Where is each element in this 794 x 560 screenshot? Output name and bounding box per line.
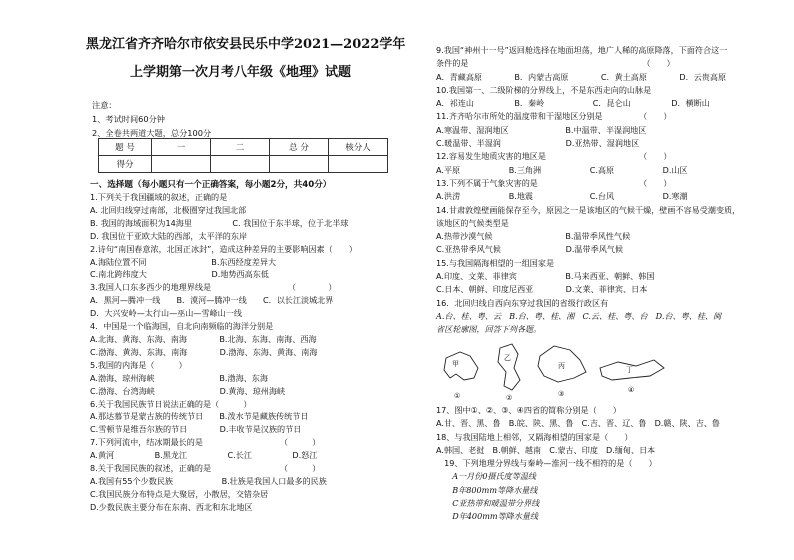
question-line: 10.我国第一、二级阶梯的分界线上，不是东西走向的山脉是 <box>436 84 652 95</box>
map-number-3: ③ <box>558 390 565 398</box>
map-label-yi: 乙 <box>504 354 511 362</box>
map-label-jia: 甲 <box>452 360 459 368</box>
question-line: C.渤海、黄海、东海、南海 D.渤海、东海、黄海、南海 <box>90 346 318 357</box>
exam-title-line2: 上学期第一次月考八年级《地理》试题 <box>130 65 352 80</box>
question-line: B. 我国的海域面积为14海里 C. 我国位于东半球，位于北半球 <box>90 217 349 228</box>
question-line: A一月份0摄氏度等温线 <box>436 471 537 482</box>
question-line: C.亚热带季风气候 D.温带季风气候 <box>436 244 623 255</box>
question-line: 15.与我国隔海相望的一组国家是 <box>436 257 555 268</box>
question-line: 1.下列关于我国疆域的叙述，正确的是 <box>90 192 228 202</box>
right-question-column <box>436 44 776 337</box>
question-line: C.我国民族分布特点是大聚居，小散居，交错杂居 <box>90 488 269 499</box>
score-entry-cell[interactable] <box>152 156 211 173</box>
score-entry-cell[interactable] <box>329 156 388 173</box>
question-line: A.洪涝 B.地震 C.台风 D.寒潮 <box>436 191 688 202</box>
question-line: C.雪顿节是维吾尔族的节日 D.丰收节是汉族的节日 <box>90 424 302 435</box>
question-16-note: 省区轮廓图，回答下列各题。 <box>436 324 542 335</box>
map-number-4: ④ <box>628 386 635 394</box>
question-line: A．祁连山 B．秦岭 C．昆仑山 D．横断山 <box>436 98 710 109</box>
map-label-ding: 丁 <box>626 366 633 374</box>
question-line: C.渤海、台湾海峡 D.黄海、琼州海峡 <box>90 385 286 396</box>
question-line: 6.关于我国民族节日说法正确的是（ ） <box>90 398 252 409</box>
score-table <box>98 138 388 173</box>
question-line: 16．北回归线自西向东穿过我国的省级行政区有 <box>436 297 609 308</box>
question-line: A．黑河—腾冲一线 B．漠河—腾冲一线 C．以长江淡城北界 <box>90 295 334 306</box>
question-line: 8.关于我国民族的叙述，正确的是 （ ） <box>90 463 321 474</box>
question-line: 9.我国“神州十一号”返回舱选择在地面坦荡，地广人稀的高原降落，下面符合这一 <box>436 45 728 55</box>
question-line: C.南北跨纬度大 D.地势西高东低 <box>90 269 269 280</box>
score-cell: 一 <box>152 139 211 156</box>
question-line: D.少数民族主要分布在东南、西北和东北地区 <box>90 501 253 512</box>
note-line: 1、考试时间60分钟 <box>92 114 165 124</box>
question-line: D年400mm等降水量线 <box>436 511 539 522</box>
note-line: 2、全卷共两道大题，总分100分 <box>92 128 212 138</box>
score-table-score-row <box>99 156 388 173</box>
question-line: A.黄河 B.黑龙江 C.长江 D.怒江 <box>90 450 318 461</box>
question-line: 18、与我国陆地上相邻，又隔海相望的国家是（ ） <box>436 431 633 442</box>
question-line: 17、图中①、②、③、④四省的简称分别是（ ） <box>436 405 622 415</box>
right-question-column-lower <box>436 404 776 524</box>
question-line: 该地区的气候类型是 <box>436 217 509 228</box>
question-line: A.寒温带、湿润地区 B.中温带、半湿润地区 <box>436 124 647 135</box>
question-line: 4．中国是一个临海国，自北向南频临的海洋分别是 <box>90 321 274 332</box>
question-line: A.我国有55个少数民族 B.壮族是我国人口最多的民族 <box>90 475 327 486</box>
map-label-bing: 丙 <box>558 362 565 370</box>
question-line: A.平原 B.三角洲 C.高原 D.山区 <box>436 164 688 175</box>
score-cell: 总 分 <box>270 139 329 156</box>
question-line: A.北海、黄海、东海、南海 B.北海、东海、南海、西海 <box>90 333 317 344</box>
score-cell: 二 <box>211 139 270 156</box>
question-line: C亚热带和暖温带分界线 <box>436 498 540 509</box>
question-line: C.暖温带、半湿润 D.亚热带、湿润地区 <box>436 138 640 149</box>
question-line: A.海陆位置不同 B.东西经度差异大 <box>90 256 277 267</box>
left-question-column <box>90 191 410 514</box>
question-line: 7.下列河流中，结冰期最长的是 （ ） <box>90 437 321 448</box>
province-outline-yi <box>498 344 520 390</box>
question-line: 5.我国的内海是（ ） <box>90 359 187 370</box>
question-line: D. 我国位于亚欧大陆的西部，太平洋的东岸 <box>90 230 248 241</box>
score-entry-cell[interactable] <box>270 156 329 173</box>
question-line: 2.诗句“南国春意浓，北国正冰封”，造成这种差异的主要影响因素（ ） <box>90 243 358 254</box>
question-line: 12.容易发生地质灾害的地区是 （ ） <box>436 151 672 162</box>
question-line: A.那达慕节是蒙古族的传统节日 B.泼水节是藏族传统节日 <box>90 411 309 422</box>
exam-notes <box>92 98 211 140</box>
question-line: C.日本、朝鲜、印度尼西亚 D.文莱、菲律宾、日本 <box>436 284 648 295</box>
question-line: B年800mm等降水量线 <box>436 484 538 495</box>
question-line: 条件的是 （ ） <box>436 58 675 69</box>
province-outline-maps <box>440 338 680 402</box>
question-line: A.甘、晋、黑、鲁 B.皖、陕、黑、鲁 C.吉、晋、辽、鲁 D.赣、陕、吉、鲁 <box>436 418 721 429</box>
question-line: A.韩国、老挝 B.朝鲜、越南 C.蒙古、印度 D.缅甸、日本 <box>436 444 656 455</box>
question-line: 19、下列地理分界线与秦岭—淮河一线不相符的是（ ） <box>436 458 657 469</box>
province-outline-jia <box>444 352 478 380</box>
question-line: D．大兴安岭—太行山—巫山—雪峰山一线 <box>90 308 242 319</box>
map-number-2: ② <box>506 394 513 402</box>
score-cell: 得分 <box>99 156 152 173</box>
note-line: 注意： <box>92 100 117 110</box>
question-line: A．青藏高原 B．内蒙古高原 C．黄土高原 D．云贵高原 <box>436 71 727 82</box>
exam-title-line1: 黑龙江省齐齐哈尔市依安县民乐中学2021—2022学年 <box>86 37 406 52</box>
question-line: 13.下列不属于气象灾害的是 （ ） <box>436 177 672 188</box>
score-entry-cell[interactable] <box>211 156 270 173</box>
section-heading: 一、选择题（每小题只有一个正确答案，每小题2分，共40分） <box>90 180 332 190</box>
score-table-header-row <box>99 139 388 156</box>
score-cell: 核分人 <box>329 139 388 156</box>
question-line: A.热带沙漠气候 B.温带季风性气候 <box>436 231 631 242</box>
score-cell: 题 号 <box>99 139 152 156</box>
question-line: A.印度、文莱、菲律宾 B.马来西亚、朝鲜、韩国 <box>436 271 655 282</box>
question-16-options: A.台、桂、粤、云 B.台、粤、桂、湘 C.云、桂、粤、台 D.台、粤、桂、闽 <box>436 310 722 321</box>
map-number-1: ① <box>454 392 461 400</box>
question-line: A.渤海、琼州海峡 B.渤海、东海 <box>90 372 268 383</box>
question-line: 11.齐齐哈尔市所处的温度带和干湿地区分别是 （ ） <box>436 111 672 122</box>
question-line: 14.甘肃敦煌壁画能保存至今，原因之一是该地区的气候干燥，壁画不容易受潮变质， <box>436 204 741 215</box>
question-line: 3.我国人口东多西少的地理界线是 （ ） <box>90 282 337 293</box>
question-line: A. 北回归线穿过南部，北极圈穿过我国北部 <box>90 204 247 215</box>
